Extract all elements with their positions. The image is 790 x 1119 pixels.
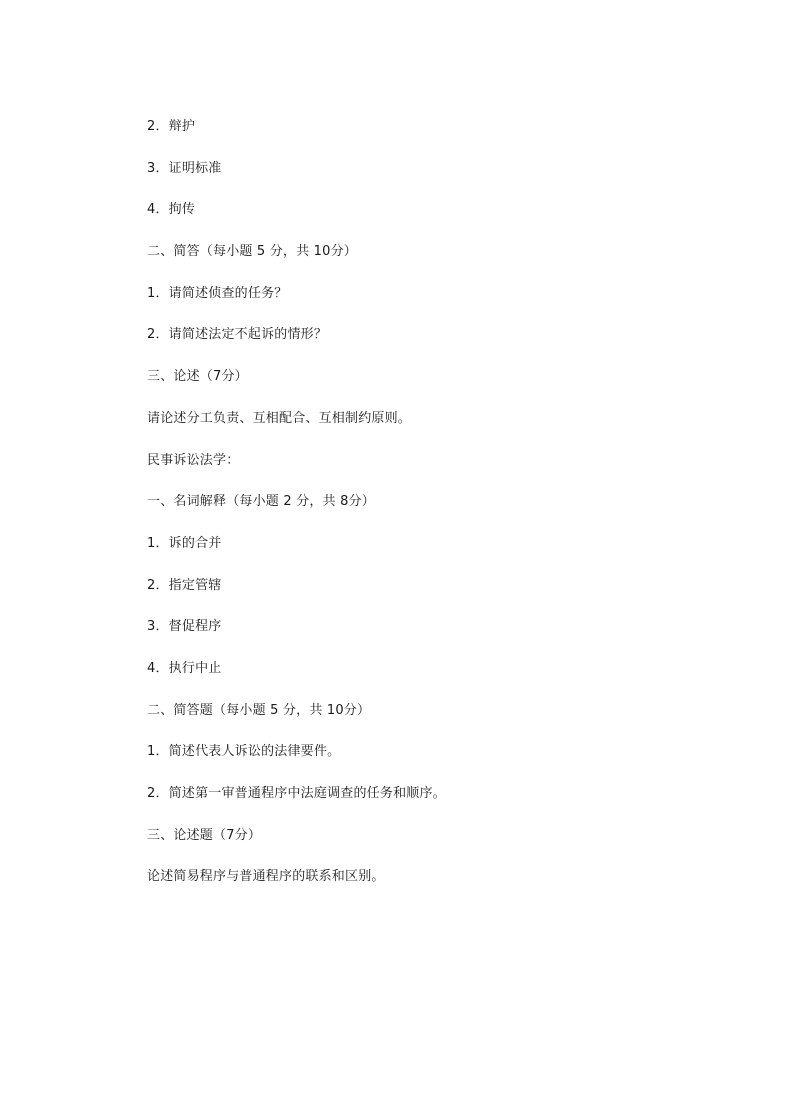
section-heading: 三、论述题（7分） — [147, 827, 262, 843]
list-item: 1．简述代表人诉讼的法律要件。 — [147, 744, 341, 760]
list-item: 2．辩护 — [147, 119, 196, 134]
section-heading: 一、名词解释（每小题 2 分，共 8分） — [147, 494, 375, 510]
document-body — [147, 116, 667, 908]
list-item: 1．诉的合并 — [147, 535, 222, 551]
list-item: 4．执行中止 — [147, 660, 222, 676]
list-item: 3．证明标准 — [147, 160, 222, 176]
list-item: 4．拘传 — [147, 202, 196, 218]
paragraph: 请论述分工负责、互相配合、互相制约原则。 — [147, 410, 412, 426]
list-item: 1．请简述侦查的任务？ — [147, 285, 288, 301]
list-item: 3．督促程序 — [147, 619, 222, 635]
section-heading: 三、论述（7分） — [147, 369, 248, 385]
section-heading: 二、简答题（每小题 5 分，共 10分） — [147, 702, 371, 718]
list-item: 2．指定管辖 — [147, 577, 222, 593]
paragraph: 论述简易程序与普通程序的联系和区别。 — [147, 869, 385, 885]
list-item: 2．请简述法定不起诉的情形？ — [147, 327, 328, 343]
subject-title: 民事诉讼法学： — [147, 452, 240, 468]
section-heading: 二、简答（每小题 5 分，共 10分） — [147, 244, 358, 260]
list-item: 2．简述第一审普通程序中法庭调查的任务和顺序。 — [147, 786, 446, 801]
